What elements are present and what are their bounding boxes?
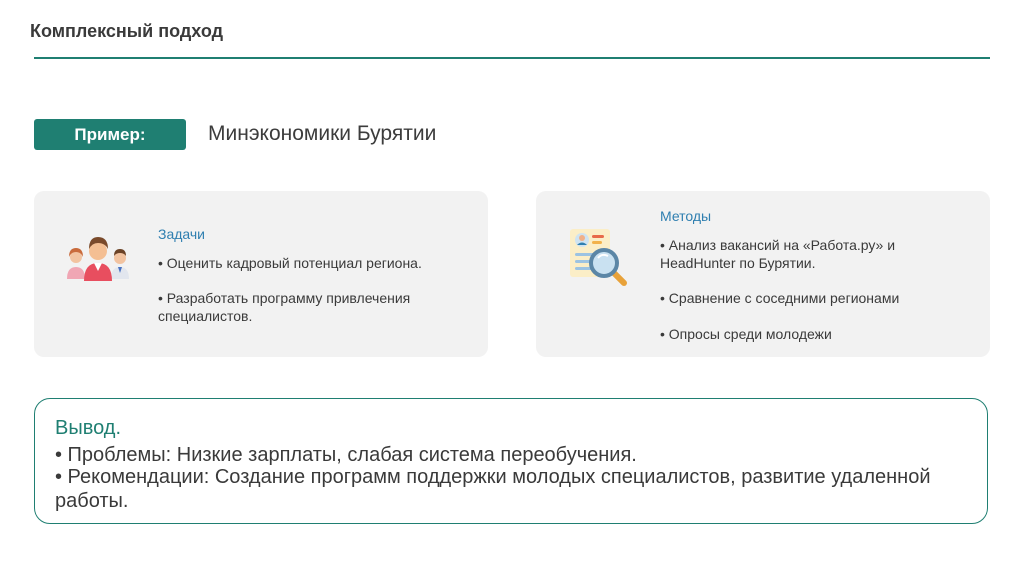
tasks-heading: Задачи xyxy=(158,226,206,242)
example-text: Минэкономики Бурятии xyxy=(208,122,437,145)
methods-heading: Методы xyxy=(660,208,712,224)
resume-search-icon xyxy=(568,227,632,291)
conclusion-line-1: • Проблемы: Низкие зарплаты, слабая система переобучения. xyxy=(55,444,637,466)
conclusion-title: Вывод. xyxy=(55,417,122,439)
methods-bullet-3: • Опросы среди молодежи xyxy=(660,326,832,342)
page-title: Комплексный подход xyxy=(30,21,224,41)
conclusion-line-2: • Рекомендации: Создание программ поддержки молодых специалистов, развитие удаленной работы. xyxy=(55,466,931,512)
methods-bullet-2: • Сравнение с соседними регионами xyxy=(660,290,900,306)
tasks-card xyxy=(34,191,488,357)
tasks-bullet-1: • Оценить кадровый потенциал региона. xyxy=(158,255,422,271)
methods-card xyxy=(536,191,990,357)
people-group-icon xyxy=(66,233,132,281)
title-divider xyxy=(34,57,990,59)
tasks-bullet-2: • Разработать программу привлечения специалистов. xyxy=(158,290,411,324)
conclusion-box xyxy=(34,398,988,524)
example-badge: Пример: xyxy=(34,119,186,150)
methods-bullet-1: • Анализ вакансий на «Работа.ру» и HeadHunter по Бурятии. xyxy=(660,237,896,271)
